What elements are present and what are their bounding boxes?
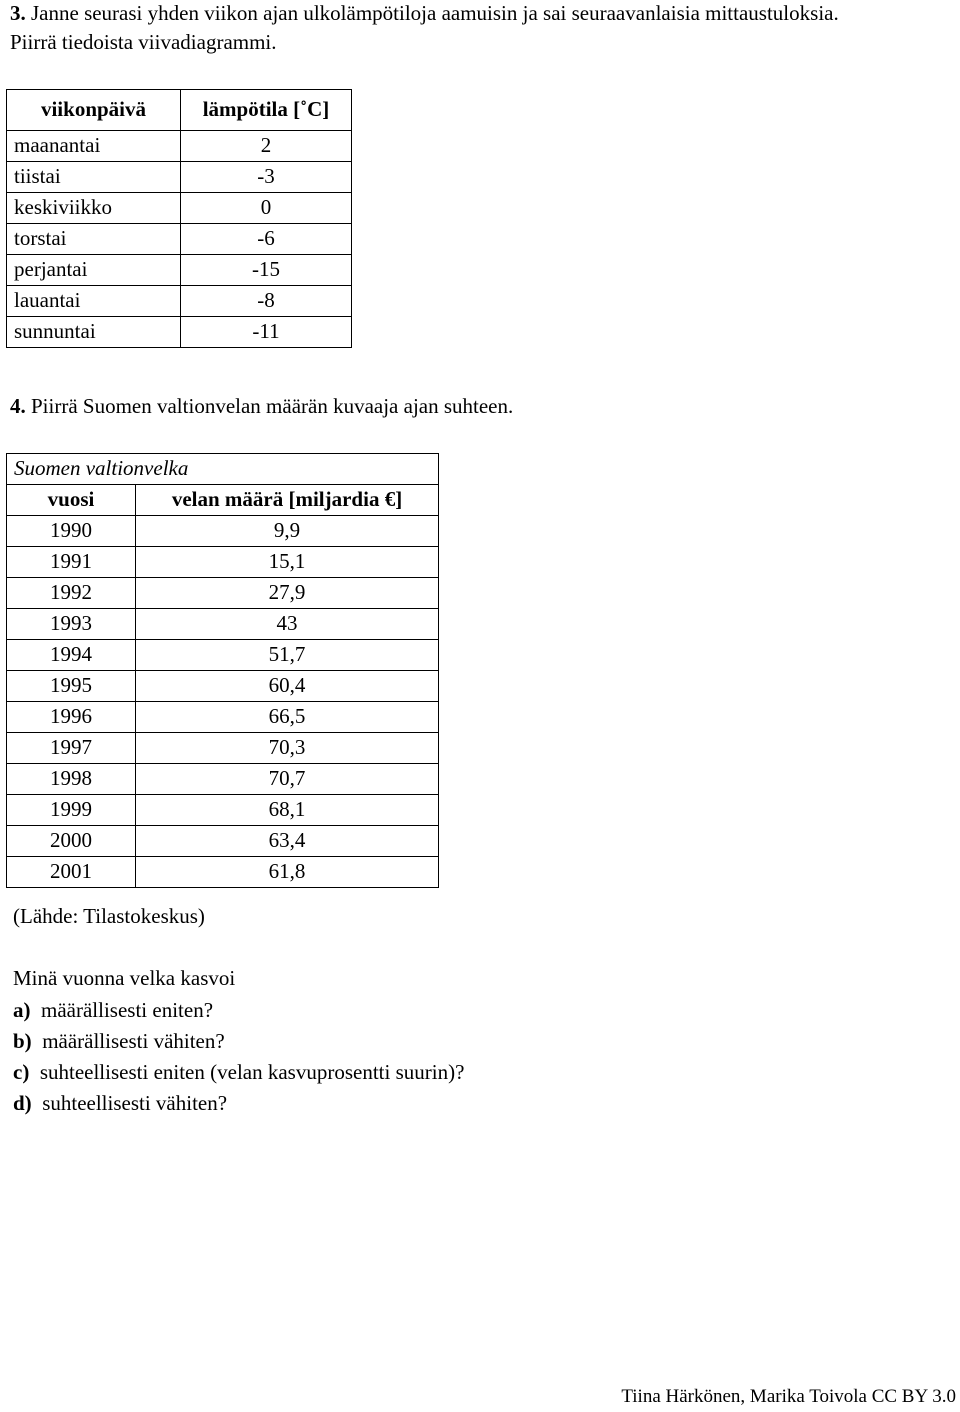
table-row [7, 671, 439, 702]
cell-weekday: keskiviikko [7, 193, 181, 224]
table-header-row [7, 485, 439, 516]
table-row [7, 733, 439, 764]
cell-weekday: tiistai [7, 162, 181, 193]
cell-year: 1992 [7, 578, 136, 609]
table-row [7, 255, 352, 286]
cell-temperature: -11 [181, 317, 352, 348]
cell-debt: 61,8 [136, 857, 439, 888]
question-item-d [13, 1091, 227, 1116]
cell-debt: 60,4 [136, 671, 439, 702]
question-item-b [13, 1029, 225, 1054]
cell-debt: 70,3 [136, 733, 439, 764]
cell-debt: 51,7 [136, 640, 439, 671]
table-row [7, 286, 352, 317]
cell-year: 2001 [7, 857, 136, 888]
cell-debt: 9,9 [136, 516, 439, 547]
cell-temperature: 0 [181, 193, 352, 224]
cell-weekday: perjantai [7, 255, 181, 286]
table-row [7, 764, 439, 795]
column-header-weekday: viikonpäivä [7, 90, 181, 131]
item-text: määrällisesti eniten? [41, 998, 214, 1022]
table-row [7, 826, 439, 857]
footer-credit: Tiina Härkönen, Marika Toivola CC BY 3.0 [621, 1386, 956, 1407]
cell-weekday: maanantai [7, 131, 181, 162]
question-lead: Minä vuonna velka kasvoi [13, 966, 236, 990]
table-row [7, 224, 352, 255]
column-header-year: vuosi [7, 485, 136, 516]
table-header-row [7, 90, 352, 131]
cell-year: 1997 [7, 733, 136, 764]
item-label: a) [13, 998, 31, 1022]
table-row [7, 193, 352, 224]
task3-intro [10, 1, 839, 26]
task4-intro [10, 394, 513, 419]
cell-temperature: -8 [181, 286, 352, 317]
cell-year: 1998 [7, 764, 136, 795]
table-caption: Suomen valtionvelka [7, 454, 439, 485]
cell-debt: 15,1 [136, 547, 439, 578]
cell-temperature: -6 [181, 224, 352, 255]
table-row [7, 609, 439, 640]
cell-year: 1999 [7, 795, 136, 826]
column-header-temperature: lämpötila [˚C] [181, 90, 352, 131]
task3-line2: Piirrä tiedoista viivadiagrammi. [10, 30, 277, 54]
table-row [7, 702, 439, 733]
state-debt-table [6, 453, 439, 888]
cell-debt: 70,7 [136, 764, 439, 795]
cell-temperature: 2 [181, 131, 352, 162]
cell-temperature: -3 [181, 162, 352, 193]
cell-year: 2000 [7, 826, 136, 857]
task3-line1: Janne seurasi yhden viikon ajan ulkolämpötiloja aamuisin ja sai seuraavanlaisia mittaustuloksia. [31, 1, 839, 25]
task4-number: 4. [10, 394, 26, 418]
item-text: suhteellisesti eniten (velan kasvuprosentti suurin)? [39, 1060, 465, 1084]
column-header-debt: velan määrä [miljardia €] [136, 485, 439, 516]
cell-debt: 43 [136, 609, 439, 640]
table-row [7, 516, 439, 547]
task3-number: 3. [10, 1, 26, 25]
table-row [7, 547, 439, 578]
task4-text: Piirrä Suomen valtionvelan määrän kuvaaja ajan suhteen. [31, 394, 514, 418]
item-label: d) [13, 1091, 32, 1115]
table-caption-row [7, 454, 439, 485]
cell-weekday: lauantai [7, 286, 181, 317]
item-text: määrällisesti vähiten? [42, 1029, 225, 1053]
cell-year: 1995 [7, 671, 136, 702]
table-row [7, 640, 439, 671]
cell-year: 1993 [7, 609, 136, 640]
cell-year: 1996 [7, 702, 136, 733]
cell-year: 1994 [7, 640, 136, 671]
table-row [7, 162, 352, 193]
item-label: c) [13, 1060, 30, 1084]
table-row [7, 317, 352, 348]
table-row [7, 131, 352, 162]
cell-debt: 68,1 [136, 795, 439, 826]
cell-year: 1990 [7, 516, 136, 547]
cell-year: 1991 [7, 547, 136, 578]
item-label: b) [13, 1029, 32, 1053]
cell-weekday: sunnuntai [7, 317, 181, 348]
temperature-table [6, 89, 352, 348]
question-item-c [13, 1060, 464, 1085]
cell-debt: 66,5 [136, 702, 439, 733]
question-item-a [13, 998, 213, 1023]
cell-temperature: -15 [181, 255, 352, 286]
cell-weekday: torstai [7, 224, 181, 255]
source-note: (Lähde: Tilastokeskus) [13, 904, 205, 928]
table-row [7, 857, 439, 888]
cell-debt: 27,9 [136, 578, 439, 609]
cell-debt: 63,4 [136, 826, 439, 857]
table-row [7, 578, 439, 609]
table-row [7, 795, 439, 826]
item-text: suhteellisesti vähiten? [42, 1091, 228, 1115]
